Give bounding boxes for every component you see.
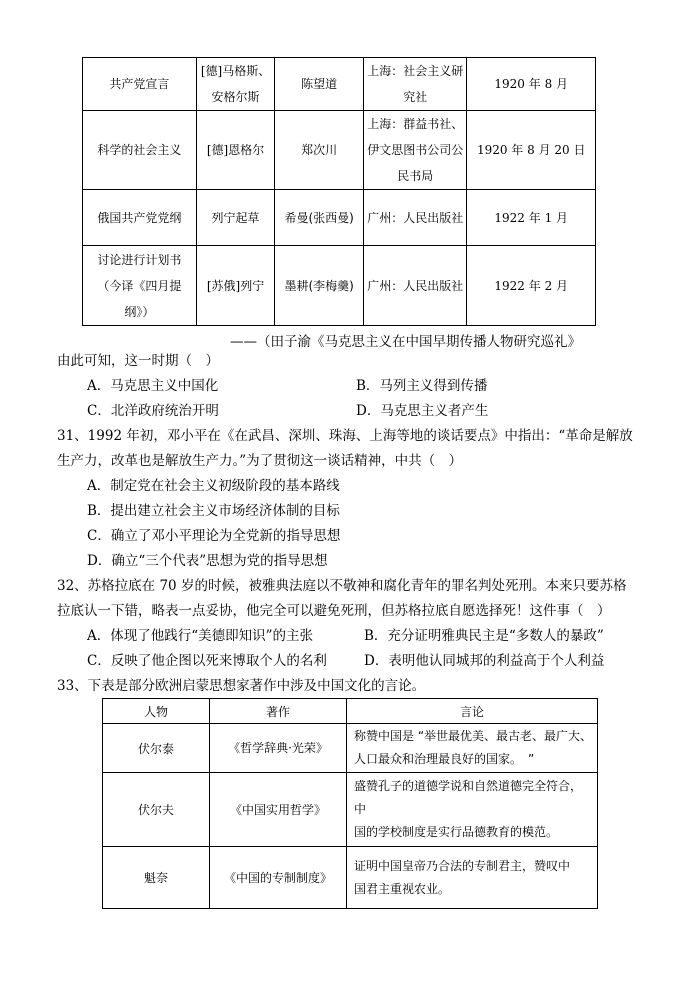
table-cell: 广州：人民出版社 xyxy=(364,246,467,326)
q32-option-b[interactable]: B．充分证明雅典民主是“多数人的暴政” xyxy=(364,628,604,644)
table-cell: 广州：人民出版社 xyxy=(364,190,467,246)
table-cell: 墨耕(李梅羹) xyxy=(275,246,364,326)
question-32-stem-line1: 32、苏格拉底在 70 岁的时候，被雅典法庭以不敬神和腐化青年的罪名判处死刑。本来只要苏格 xyxy=(57,578,627,594)
speech-line: 称赞中国是 “举世最优美、最古老、最广大、 xyxy=(354,729,593,743)
q30-option-c[interactable]: C．北洋政府统治开明 xyxy=(87,403,219,419)
speech-line: 人口最众和治理最良好的国家。 ” xyxy=(354,752,535,766)
table-cell: 列宁起草 xyxy=(196,190,274,246)
q31-option-c[interactable]: C．确立了邓小平理论为全党新的指导思想 xyxy=(87,528,341,544)
work-cell: 《中国实用哲学》 xyxy=(210,773,347,847)
table-row xyxy=(83,246,596,326)
enlightenment-table xyxy=(102,698,598,909)
table-cell: 1922 年 1 月 xyxy=(467,190,596,246)
question-31-stem-line1: 31、1992 年初，邓小平在《在武昌、深圳、珠海、上海等地的谈话要点》中指出：“革命是解放 xyxy=(57,428,633,444)
speech-line: 国的学校制度是实行品德教育的模范。 xyxy=(354,825,559,839)
source-citation: ——（田子渝《马克思主义在中国早期传播人物研究巡礼》 xyxy=(230,334,581,350)
column-header: 著作 xyxy=(210,699,347,724)
table-cell: 俄国共产党党纲 xyxy=(83,190,197,246)
q32-option-d[interactable]: D．表明他认同城邦的利益高于个人利益 xyxy=(364,653,605,669)
table-row xyxy=(103,847,598,909)
table-cell: [德]恩格尔 xyxy=(196,111,274,190)
question-31-stem-line2: 生产力，改革也是解放生产力。”为了贯彻这一谈话精神，中共（ ） xyxy=(57,453,463,469)
table-cell: [德]马格斯、安格尔斯 xyxy=(196,58,274,111)
table-cell: 共产党宣言 xyxy=(83,58,197,111)
table-cell: 希曼(张西曼) xyxy=(275,190,364,246)
translation-table xyxy=(82,57,596,326)
q32-option-c[interactable]: C．反映了他企图以死来博取个人的名利 xyxy=(87,653,327,669)
table-cell: 上海：群益书社、伊文思图书公司公民书局 xyxy=(364,111,467,190)
table-cell: 陈望道 xyxy=(275,58,364,111)
question-32-stem-line2: 拉底认一下错，略表一点妥协，他完全可以避免死刑，但苏格拉底自愿选择死！这件事（ ） xyxy=(57,603,611,619)
table-row xyxy=(83,111,596,190)
speech-cell xyxy=(347,773,598,847)
question-33-stem: 33、下表是部分欧洲启蒙思想家著作中涉及中国文化的言论。 xyxy=(57,678,426,694)
speech-line: 中 xyxy=(354,802,367,816)
person-cell: 魁奈 xyxy=(103,847,210,909)
table-cell: [苏俄]列宁 xyxy=(196,246,274,326)
person-cell: 伏尔泰 xyxy=(103,724,210,773)
work-cell: 《中国的专制制度》 xyxy=(210,847,347,909)
speech-cell xyxy=(347,724,598,773)
q31-option-a[interactable]: A．制定党在社会主义初级阶段的基本路线 xyxy=(87,478,340,494)
column-header: 人物 xyxy=(103,699,210,724)
table-cell: 1920 年 8 月 20 日 xyxy=(467,111,596,190)
q32-option-a[interactable]: A．体现了他践行“美德即知识”的主张 xyxy=(87,628,314,644)
table-header-row xyxy=(103,699,598,724)
column-header: 言论 xyxy=(347,699,598,724)
table-cell: 上海：社会主义研究社 xyxy=(364,58,467,111)
speech-line: 国君主重视农业。 xyxy=(354,881,451,896)
table-row xyxy=(83,58,596,111)
question-30-stem: 由此可知，这一时期（ ） xyxy=(57,353,219,369)
speech-line: 证明中国皇帝乃合法的专制君主，赞叹中 xyxy=(354,858,571,873)
table-cell: 1920 年 8 月 xyxy=(467,58,596,111)
table-row xyxy=(83,190,596,246)
speech-line: 盛赞孔子的道德学说和自然道德完全符合， xyxy=(354,779,583,793)
table-row xyxy=(103,724,598,773)
q30-option-d[interactable]: D．马克思主义者产生 xyxy=(356,403,489,419)
q30-option-b[interactable]: B．马列主义得到传播 xyxy=(356,378,488,394)
q31-option-b[interactable]: B．提出建立社会主义市场经济体制的目标 xyxy=(87,503,340,519)
person-cell: 伏尔夫 xyxy=(103,773,210,847)
table-cell: 科学的社会主义 xyxy=(83,111,197,190)
table-cell: 1922 年 2 月 xyxy=(467,246,596,326)
q31-option-d[interactable]: D．确立“三个代表”思想为党的指导思想 xyxy=(87,553,328,569)
work-cell: 《哲学辞典·光荣》 xyxy=(210,724,347,773)
table-cell: 郑次川 xyxy=(275,111,364,190)
table-cell: 讨论进行计划书（今译《四月提纲》） xyxy=(83,246,197,326)
speech-cell xyxy=(347,847,598,909)
q30-option-a[interactable]: A．马克思主义中国化 xyxy=(87,378,219,394)
table-row xyxy=(103,773,598,847)
